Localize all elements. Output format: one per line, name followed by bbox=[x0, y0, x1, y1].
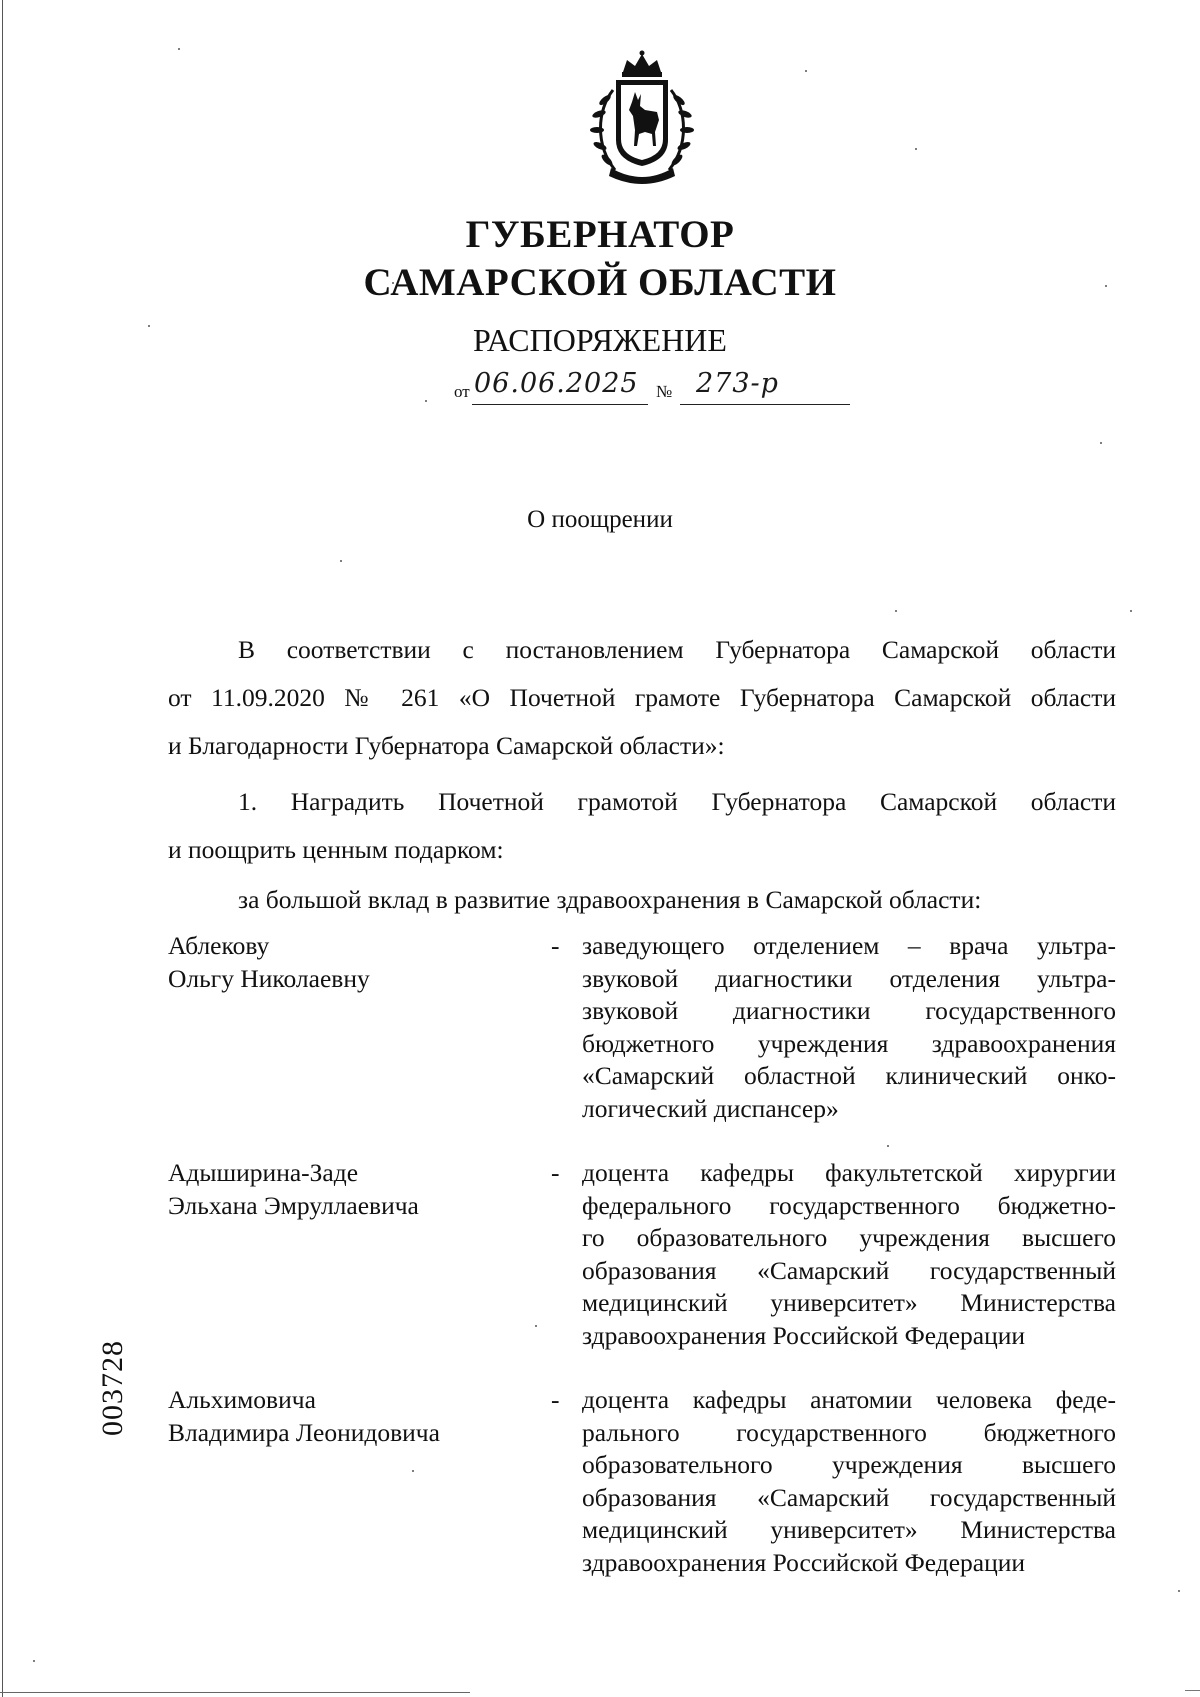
position-line: федерального государственного бюджетно- bbox=[582, 1190, 1116, 1220]
position-line: звуковой диагностики отделения ультра- bbox=[582, 963, 1116, 993]
given-names: Эльхана Эмруллаевича bbox=[168, 1190, 419, 1220]
paragraph-line: 1. Наградить Почетной грамотой Губернатора Самарской области bbox=[238, 787, 1116, 816]
awardee-name bbox=[168, 930, 528, 995]
position-line: медицинский университет» Министерства bbox=[582, 1288, 1116, 1317]
awardee-position bbox=[582, 1157, 1116, 1352]
award-category bbox=[168, 876, 1116, 924]
document-type: РАСПОРЯЖЕНИЕ bbox=[473, 322, 727, 358]
scan-speck bbox=[915, 148, 917, 150]
issuer-region: САМАРСКОЙ ОБЛАСТИ bbox=[363, 261, 837, 304]
surname: Альхимовича bbox=[168, 1385, 316, 1414]
scan-edge bbox=[1185, 1690, 1200, 1691]
number-underline bbox=[680, 404, 850, 405]
dash-separator: - bbox=[551, 1385, 560, 1414]
scan-speck bbox=[1100, 442, 1102, 444]
given-names: Ольгу Николаевну bbox=[168, 963, 370, 993]
position-line: здравоохранения Российской Федерации bbox=[582, 1547, 1026, 1577]
position-line: доцента кафедры факультетской хирургии bbox=[582, 1158, 1116, 1187]
position-line: образования «Самарский государственный bbox=[582, 1482, 1116, 1512]
given-names: Владимира Леонидовича bbox=[168, 1417, 440, 1447]
awardee-name bbox=[168, 1384, 528, 1449]
document-subject: О поощрении bbox=[527, 506, 673, 533]
position-line: доцента кафедры анатомии человека феде- bbox=[582, 1385, 1116, 1414]
paragraph-line: от 11.09.2020 № 261 «О Почетной грамоте Губернатора Самарской области bbox=[168, 683, 1116, 712]
awardee-position bbox=[582, 930, 1116, 1125]
number-handwritten: 273-р bbox=[696, 368, 779, 399]
position-line: го образовательного учреждения высшего bbox=[582, 1223, 1116, 1252]
awardee-name bbox=[168, 1157, 528, 1222]
scan-speck bbox=[887, 1145, 889, 1147]
paragraph-line: и поощрить ценным подарком: bbox=[168, 835, 504, 864]
position-line: образовательного учреждения высшего bbox=[582, 1450, 1116, 1479]
position-line: «Самарский областной клинический онко- bbox=[582, 1061, 1116, 1090]
scan-speck bbox=[895, 610, 897, 612]
awardee-position bbox=[582, 1384, 1116, 1579]
position-line: здравоохранения Российской Федерации bbox=[582, 1320, 1026, 1350]
paragraph-line: В соответствии с постановлением Губернатора Самарской области bbox=[238, 635, 1116, 664]
scan-edge bbox=[0, 1692, 470, 1693]
surname: Адыширина-Заде bbox=[168, 1158, 359, 1187]
number-prefix: № bbox=[656, 382, 673, 401]
scan-speck bbox=[1130, 610, 1132, 612]
item-1 bbox=[168, 778, 1116, 874]
serial-number: 003728 bbox=[96, 1340, 129, 1436]
position-line: звуковой диагностики государственного bbox=[582, 996, 1116, 1025]
paragraph-line: и Благодарности Губернатора Самарской области»: bbox=[168, 731, 725, 760]
surname: Аблекову bbox=[168, 931, 270, 960]
scan-speck bbox=[805, 70, 807, 72]
scan-speck bbox=[340, 560, 342, 562]
position-line: медицинский университет» Министерства bbox=[582, 1515, 1116, 1544]
scan-speck bbox=[33, 1660, 35, 1662]
preamble bbox=[168, 626, 1116, 770]
scan-speck bbox=[425, 400, 427, 402]
position-line: заведующего отделением – врача ультра- bbox=[582, 931, 1116, 960]
position-line: логический диспансер» bbox=[582, 1093, 839, 1123]
scan-speck bbox=[535, 1325, 537, 1327]
dash-separator: - bbox=[551, 1158, 560, 1187]
position-line: рального государственного бюджетного bbox=[582, 1417, 1116, 1447]
paragraph-line: за большой вклад в развитие здравоохранения в Самарской области: bbox=[238, 885, 982, 914]
position-line: бюджетного учреждения здравоохранения bbox=[582, 1028, 1116, 1058]
scan-speck bbox=[412, 1470, 414, 1472]
samara-coat-of-arms-icon bbox=[583, 50, 701, 186]
scan-speck bbox=[1178, 1590, 1180, 1592]
position-line: образования «Самарский государственный bbox=[582, 1255, 1116, 1285]
dash-separator: - bbox=[551, 931, 560, 960]
date-handwritten: 06.06.2025 bbox=[474, 368, 639, 399]
date-prefix: от bbox=[454, 382, 470, 401]
scan-speck bbox=[178, 48, 180, 50]
issuer-title: ГУБЕРНАТОР bbox=[465, 213, 735, 256]
date-underline bbox=[472, 404, 648, 405]
